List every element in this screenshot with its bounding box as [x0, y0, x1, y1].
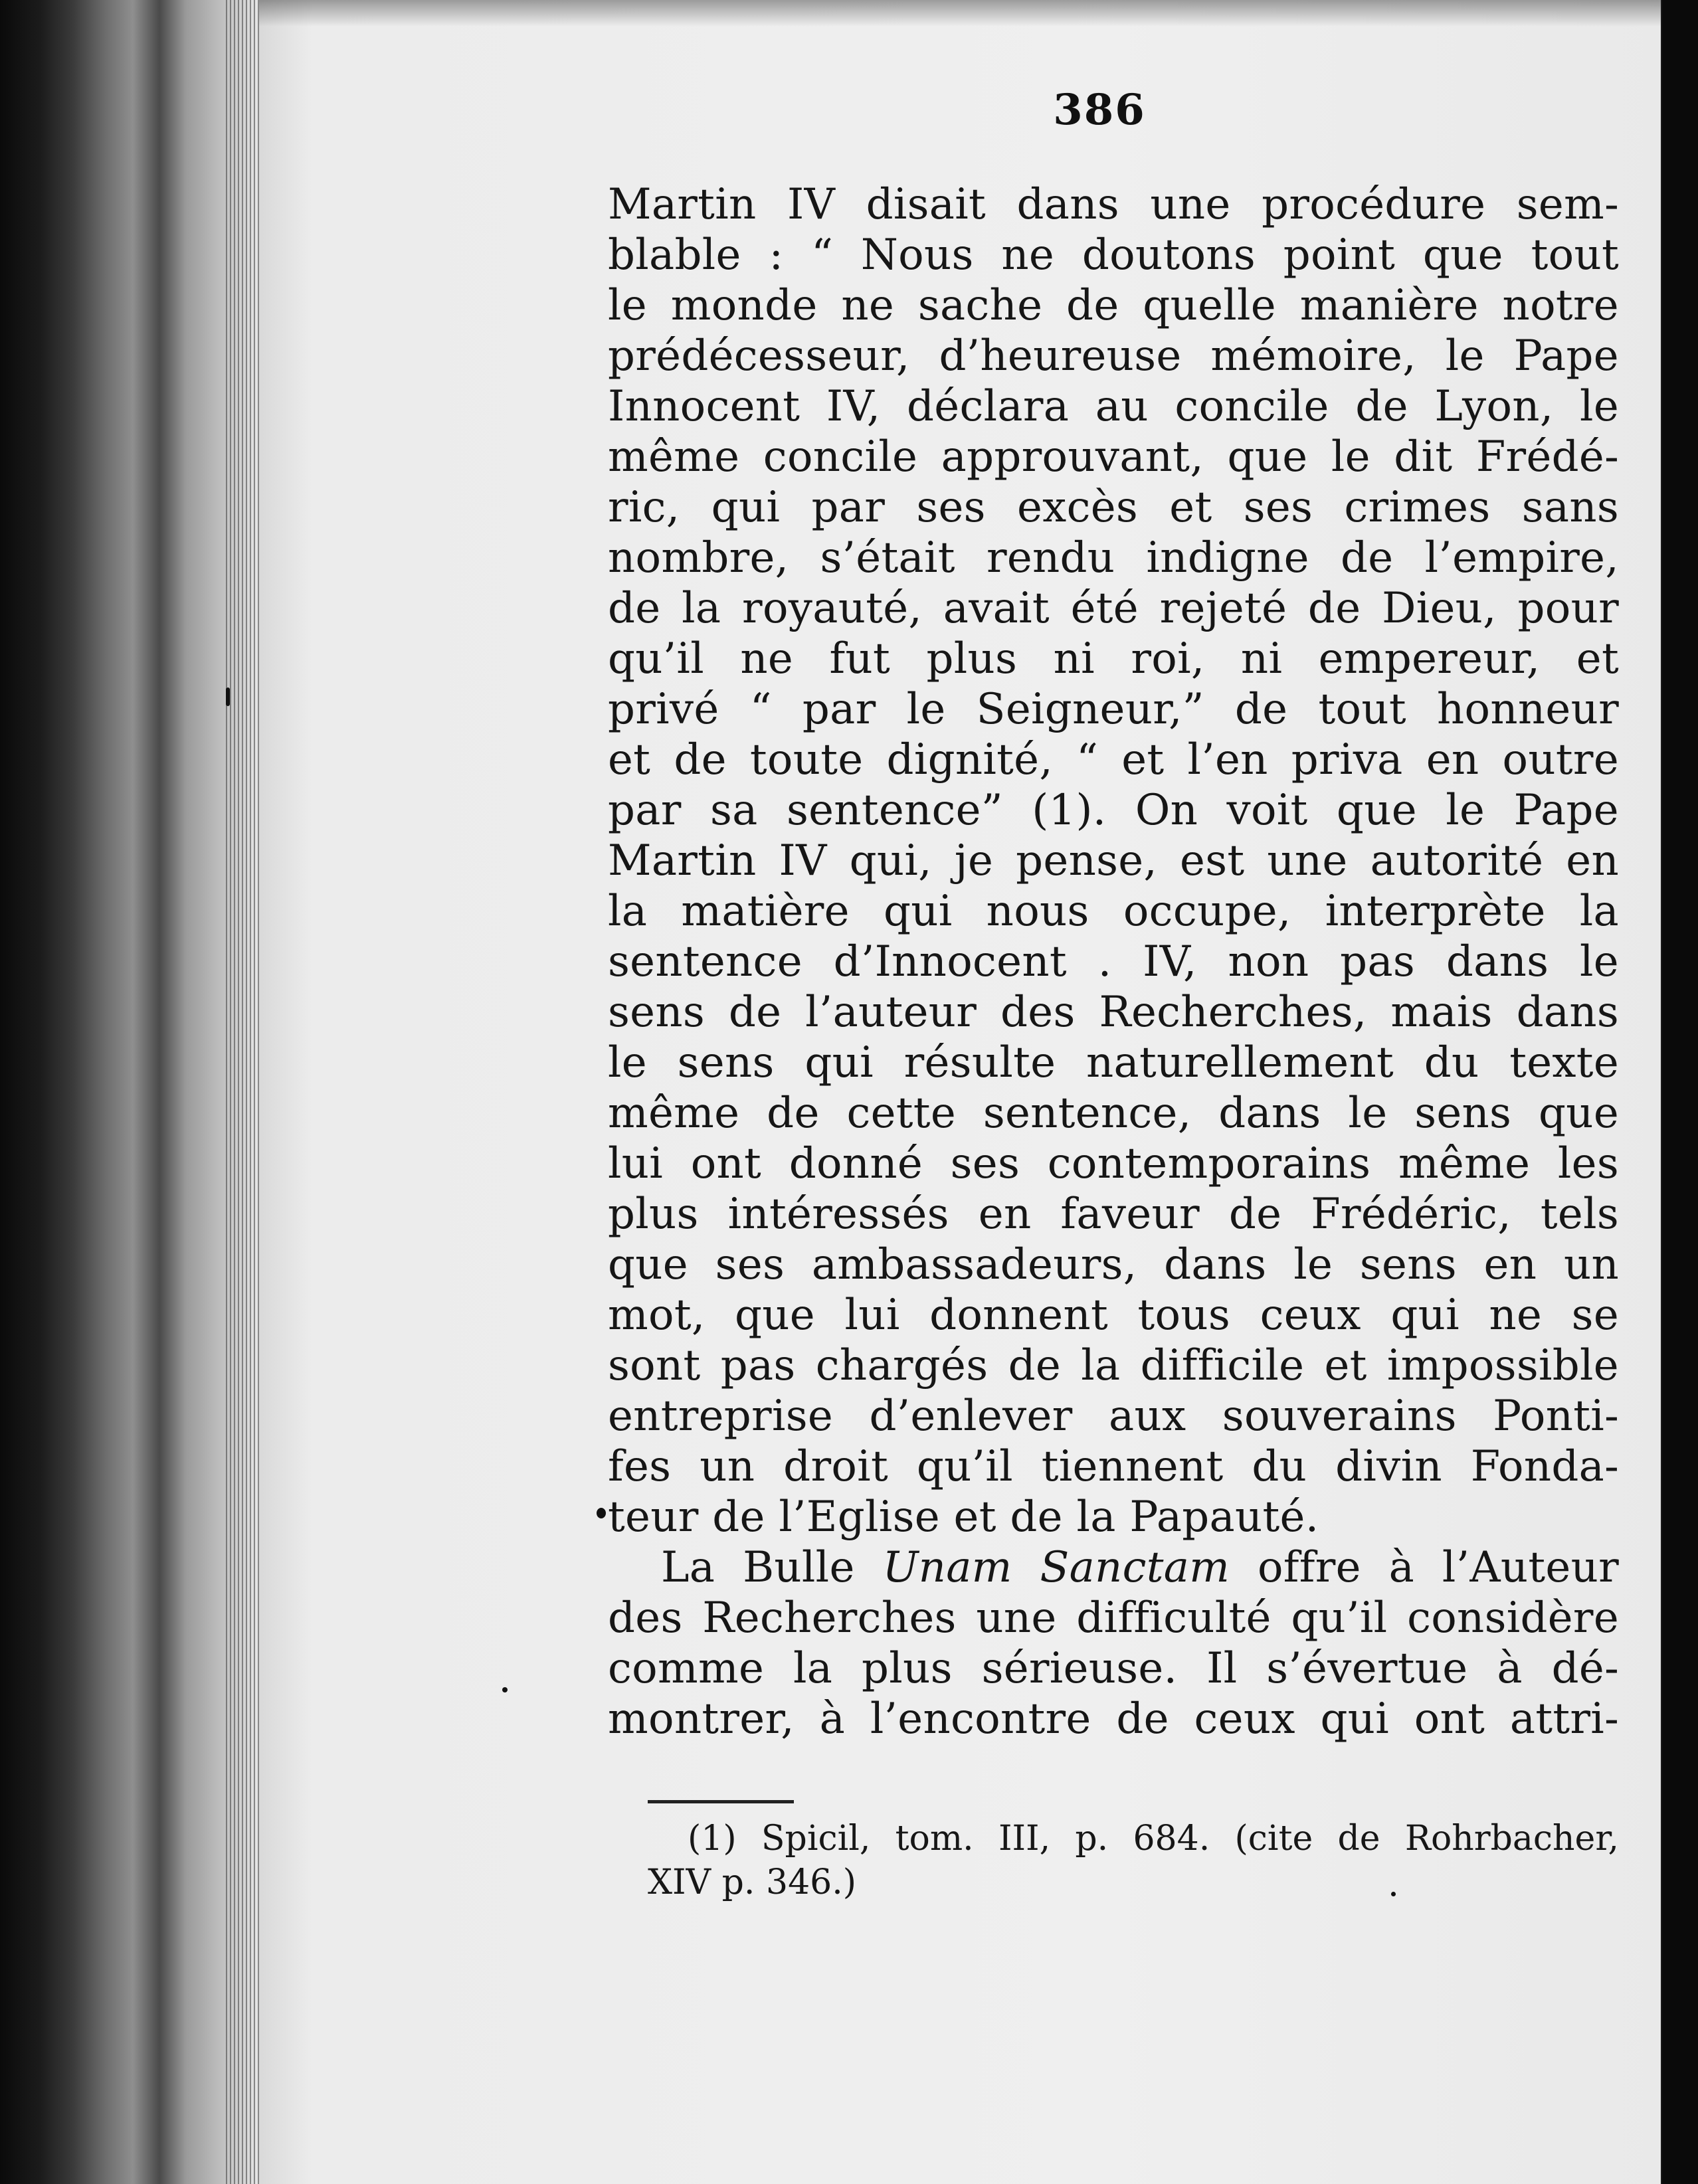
text-line: même de cette sentence, dans le sens que [608, 1089, 1619, 1138]
text-line: nombre, s’était rendu indigne de l’empire, [608, 533, 1619, 583]
bull-title: Unam Sanctam [882, 1543, 1230, 1592]
text-line: fes un droit qu’il tiennent du divin Fonda- [608, 1442, 1619, 1491]
text-line: Martin IV disait dans une procédure sem- [608, 180, 1619, 229]
footnote-line: XIV p. 346.) [648, 1863, 857, 1902]
margin-speck [226, 687, 230, 706]
margin-speck [502, 1687, 508, 1692]
text-line: qu’il ne fut plus ni roi, ni empereur, et [608, 634, 1619, 683]
text-line: comme la plus sérieuse. Il s’évertue à dé- [608, 1644, 1619, 1693]
para2-lead: La Bulle [661, 1543, 883, 1592]
book-spine [0, 0, 259, 2184]
text-line: la matière qui nous occupe, interprète la [608, 887, 1619, 936]
text-line: prédécesseur, d’heureuse mémoire, le Pape [608, 331, 1619, 381]
text-line: ric, qui par ses excès et ses crimes sans [608, 483, 1619, 532]
text-line: de la royauté, avait été rejeté de Dieu, pour [608, 584, 1619, 633]
text-line: que ses ambassadeurs, dans le sens en un [608, 1240, 1619, 1289]
text-line: sentence d’Innocent . IV, non pas dans le [608, 937, 1619, 986]
paragraph-2-first-line [608, 1542, 1619, 1593]
text-line: sont pas chargés de la difficile et impossible [608, 1341, 1619, 1390]
text-line: des Recherches une difficulté qu’il considère [608, 1593, 1619, 1643]
footnote [648, 1817, 1619, 1904]
text-line: blable : “ Nous ne doutons point que tout [608, 230, 1619, 280]
margin-speck [1391, 1892, 1396, 1896]
footnote-rule [648, 1800, 794, 1803]
right-edge [1662, 0, 1698, 2184]
text-line: mot, que lui donnent tous ceux qui ne se [608, 1291, 1619, 1340]
text-line: et de toute dignité, “ et l’en priva en outre [608, 735, 1619, 784]
text-line: par sa sentence” (1). On voit que le Pape [608, 786, 1619, 835]
main-text [608, 179, 1619, 1744]
text-line: montrer, à l’encontre de ceux qui ont attri- [608, 1694, 1619, 1744]
text-line: lui ont donné ses contemporains même les [608, 1139, 1619, 1188]
text-line: le monde ne sache de quelle manière notre [608, 281, 1619, 330]
text-line: le sens qui résulte naturellement du texte [608, 1038, 1619, 1087]
text-line: entreprise d’enlever aux souverains Ponti- [608, 1392, 1619, 1441]
text-line: même concile approuvant, que le dit Frédé- [608, 432, 1619, 482]
page-top-shadow [259, 0, 1667, 27]
page-number: 386 [1053, 85, 1146, 135]
para2-rest: offre à l’Auteur [1230, 1543, 1619, 1592]
footnote-line: (1) Spicil, tom. III, p. 684. (cite de Rohrbacher, [688, 1819, 1619, 1859]
margin-speck [597, 1508, 606, 1518]
text-line: plus intéressés en faveur de Frédéric, tels [608, 1190, 1619, 1239]
text-line: privé “ par le Seigneur,” de tout honneur [608, 685, 1619, 734]
text-line: sens de l’auteur des Recherches, mais dans [608, 988, 1619, 1037]
text-line: Martin IV qui, je pense, est une autorité en [608, 836, 1619, 885]
text-line: Innocent IV, déclara au concile de Lyon, le [608, 382, 1619, 431]
text-line: teur de l’Eglise et de la Papauté. [608, 1493, 1319, 1542]
